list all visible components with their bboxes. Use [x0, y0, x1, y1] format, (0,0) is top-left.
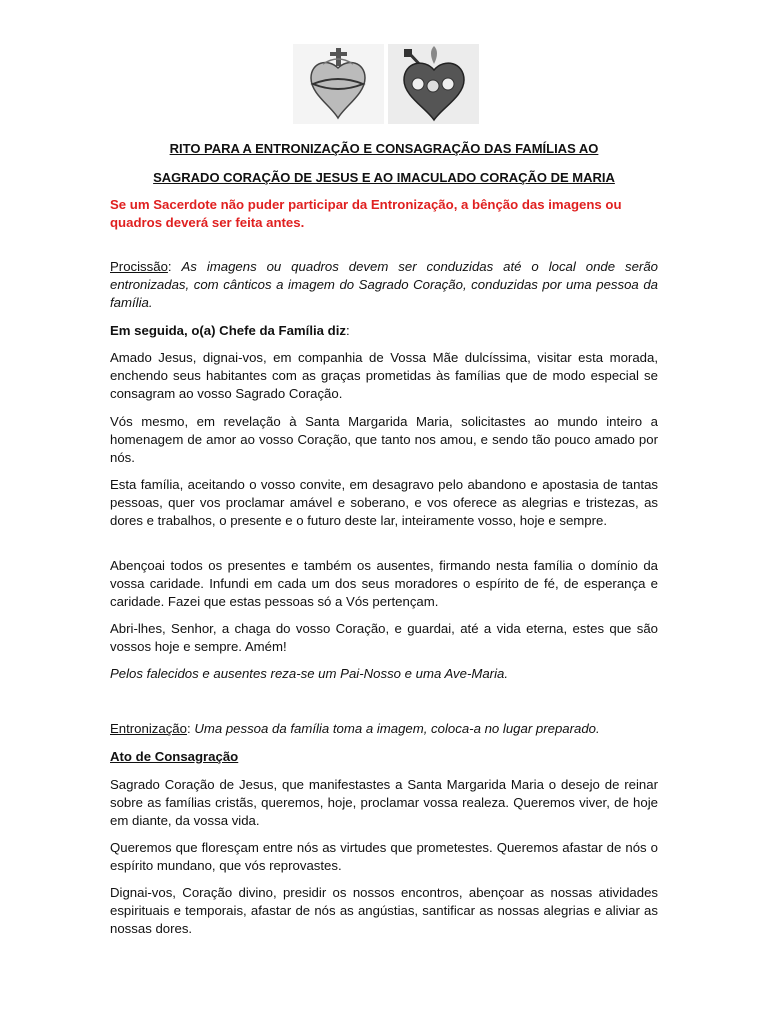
warning-note: Se um Sacerdote não puder participar da Entronização, a bênção das imagens ou quadros deverá ser feita antes.	[110, 197, 622, 230]
enthronement-paragraph: Entronização: Uma pessoa da família toma a imagem, coloca-a no lugar preparado.	[110, 721, 600, 736]
paragraph-4: Abençoai todos os presentes e também os ausentes, firmando nesta família o domínio da vossa caridade. Infundi em cada um dos seus moradores o espírito de fé, de esperança e caridade. Fazei que estas pessoas só a Vós pertençam.	[110, 558, 658, 609]
enthronement-text: Uma pessoa da família toma a imagem, coloca-a no lugar preparado.	[194, 721, 600, 736]
procession-label: Procissão	[110, 259, 168, 274]
page-title-line-2: SAGRADO CORAÇÃO DE JESUS E AO IMACULADO CORAÇÃO DE MARIA	[153, 170, 615, 185]
procession-text: As imagens ou quadros devem ser conduzidas até o local onde serão entronizadas, com cânticos a imagem do Sagrado Coração, conduzidas por uma pessoa da família.	[110, 259, 658, 310]
enthronement-label: Entronização	[110, 721, 187, 736]
deceased-note: Pelos falecidos e ausentes reza-se um Pai-Nosso e uma Ave-Maria.	[110, 666, 509, 681]
page-title-line-1: RITO PARA A ENTRONIZAÇÃO E CONSAGRAÇÃO DAS FAMÍLIAS AO	[169, 141, 599, 156]
consecration-paragraph-1: Sagrado Coração de Jesus, que manifestastes a Santa Margarida Maria o desejo de reinar sobre as famílias cristãs, queremos, hoje, proclamar vossa realeza. Queremos viver, de hoje em diante, da vossa vida.	[110, 777, 658, 828]
chief-says-label: Em seguida, o(a) Chefe da Família diz	[110, 323, 346, 338]
consecration-heading: Ato de Consagração	[110, 749, 239, 764]
immaculate-heart-image	[388, 44, 479, 124]
chief-says-line: Em seguida, o(a) Chefe da Família diz:	[110, 323, 350, 338]
paragraph-3: Esta família, aceitando o vosso convite, em desagravo pelo abandono e apostasia de tantas pessoas, quer vos proclamar amável e soberano, e vos oferece as alegrias e tristezas, as dores e trabalhos, o presente e o futuro deste lar, inteiramente vosso, hoje e sempre.	[110, 477, 658, 528]
sacred-heart-image	[293, 44, 384, 124]
procession-paragraph: Procissão: As imagens ou quadros devem ser conduzidas até o local onde serão entronizadas, com cânticos a imagem do Sagrado Coração, conduzidas por uma pessoa da família.	[110, 259, 658, 310]
paragraph-5: Abri-lhes, Senhor, a chaga do vosso Coração, e guardai, até a vida eterna, estes que são vossos hoje e sempre. Amém!	[110, 621, 658, 654]
consecration-paragraph-2: Queremos que floresçam entre nós as virtudes que prometestes. Queremos afastar de nós o espírito mundano, que vós reprovastes.	[110, 840, 658, 873]
paragraph-2: Vós mesmo, em revelação à Santa Margarida Maria, solicitastes ao mundo inteiro a homenagem de amor ao vosso Coração, que tanto nos amou, e sendo tão pouco amado por nós.	[110, 414, 658, 465]
consecration-paragraph-3: Dignai-vos, Coração divino, presidir os nossos encontros, abençoar as nossas atividades espirituais e temporais, afastar de nós as angústias, santificar as nossas alegrias e aliviar as nossas dores.	[110, 885, 658, 936]
paragraph-1: Amado Jesus, dignai-vos, em companhia de Vossa Mãe dulcíssima, visitar esta morada, enchendo seus habitantes com as graças prometidas às famílias que de modo especial se consagram ao vosso Sagrado Coração.	[110, 350, 658, 401]
header-images	[293, 44, 479, 124]
